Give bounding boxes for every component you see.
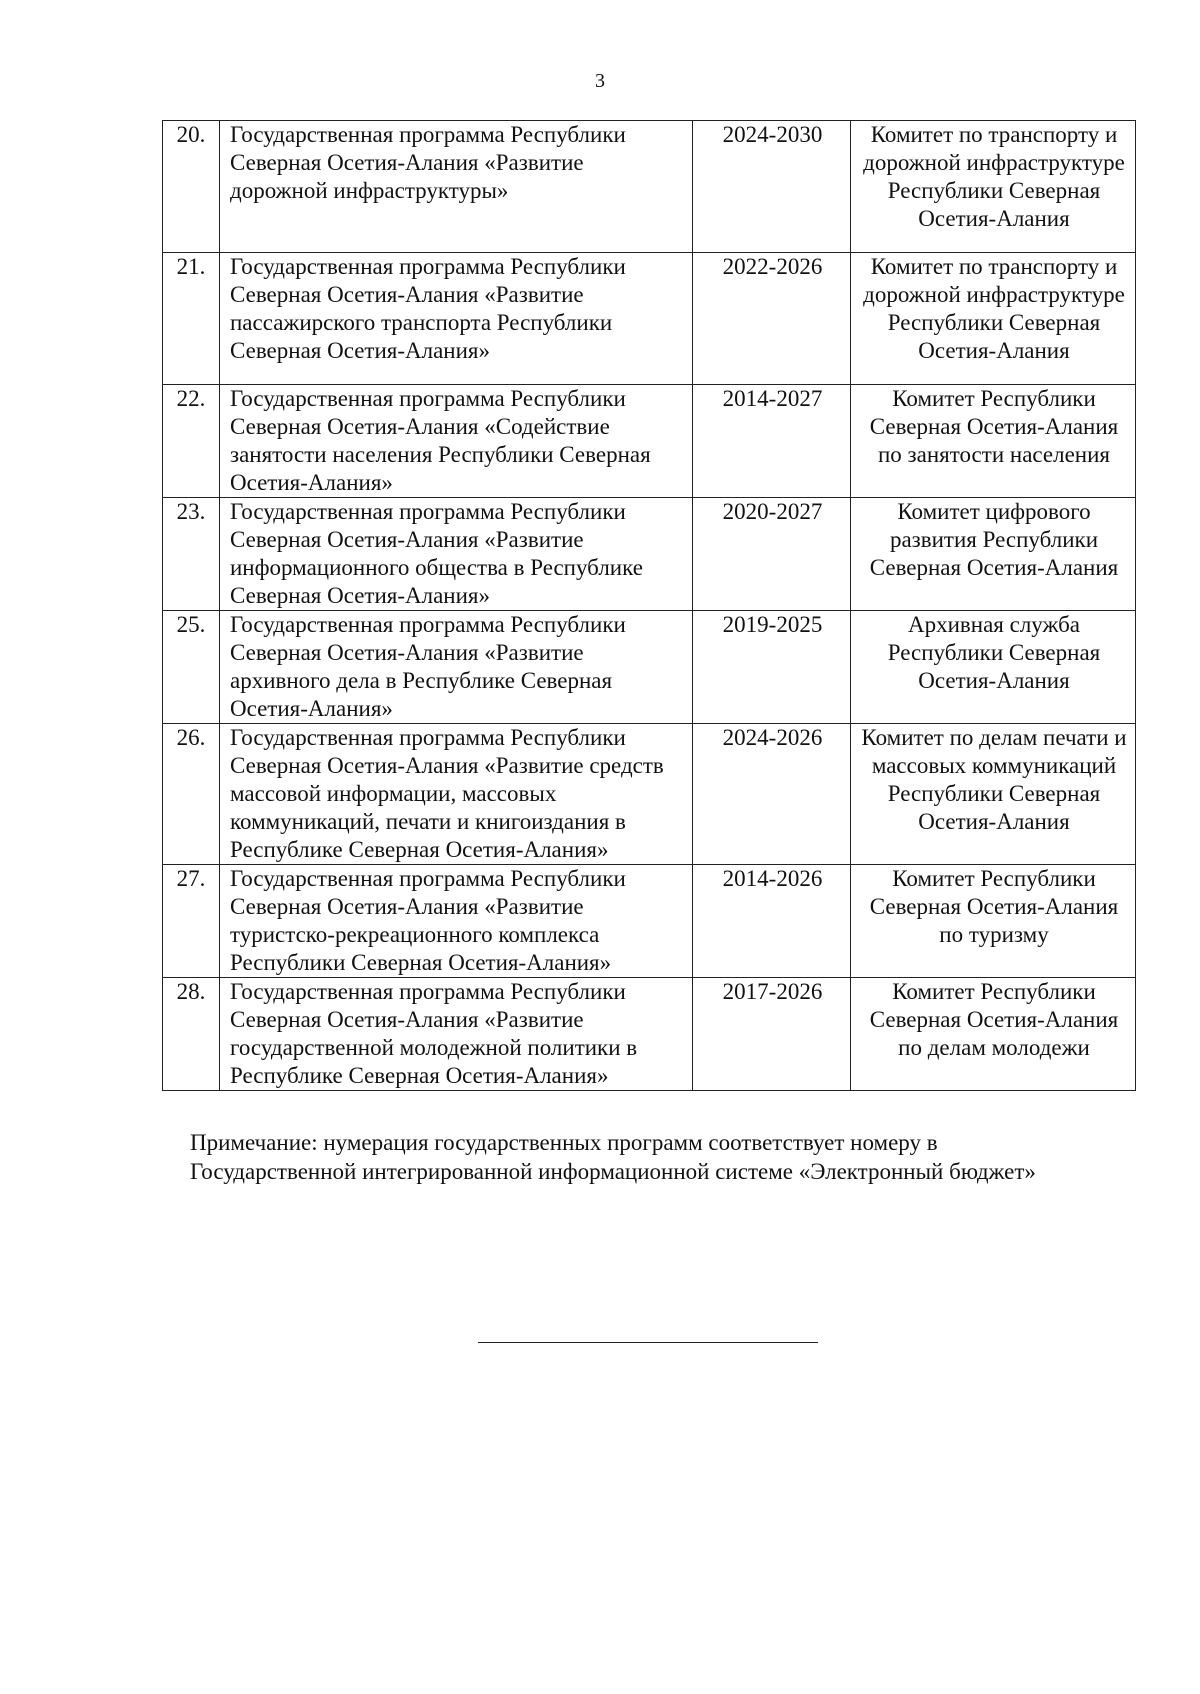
program-name: Государственная программа Республики Северная Осетия-Алания «Развитие пассажирского транспорта Республики Северная Осетия-Алания» [220,253,693,385]
program-period: 2014-2026 [693,865,851,978]
program-executor: Комитет цифрового развития Республики Северная Осетия-Алания [851,498,1136,611]
page-number: 3 [595,70,605,92]
table-row [163,978,1136,1091]
program-name: Государственная программа Республики Северная Осетия-Алания «Развитие архивного дела в Республике Северная Осетия-Алания» [220,611,693,724]
row-number: 28. [163,978,220,1091]
closing-rule [478,1342,818,1343]
table-row [163,865,1136,978]
program-executor: Комитет по делам печати и массовых коммуникаций Республики Северная Осетия-Алания [851,724,1136,865]
row-number: 26. [163,724,220,865]
row-number: 25. [163,611,220,724]
program-period: 2022-2026 [693,253,851,385]
program-executor: Архивная служба Республики Северная Осетия-Алания [851,611,1136,724]
row-number: 23. [163,498,220,611]
table-row [163,498,1136,611]
program-period: 2014-2027 [693,385,851,498]
footnote: Примечание: нумерация государственных программ соответствует номеру в Государственной интегрированной информационной системе «Электронный бюджет» [190,1130,1036,1184]
program-executor: Комитет по транспорту и дорожной инфраструктуре Республики Северная Осетия-Алания [851,121,1136,253]
program-period: 2024-2026 [693,724,851,865]
table-row [163,253,1136,385]
row-number: 27. [163,865,220,978]
table-row [163,121,1136,253]
row-number: 21. [163,253,220,385]
program-name: Государственная программа Республики Северная Осетия-Алания «Содействие занятости населения Республики Северная Осетия-Алания» [220,385,693,498]
program-period: 2020-2027 [693,498,851,611]
table-row [163,385,1136,498]
row-number: 20. [163,121,220,253]
program-name: Государственная программа Республики Северная Осетия-Алания «Развитие государственной молодежной политики в Республике Северная Осетия-Алания» [220,978,693,1091]
program-name: Государственная программа Республики Северная Осетия-Алания «Развитие средств массовой информации, массовых коммуникаций, печати и книгоиздания в Республике Северная Осетия-Алания» [220,724,693,865]
program-executor: Комитет Республики Северная Осетия-Алания по туризму [851,865,1136,978]
program-executor: Комитет Республики Северная Осетия-Алания по занятости населения [851,385,1136,498]
programs-table [162,120,1136,1091]
program-executor: Комитет по транспорту и дорожной инфраструктуре Республики Северная Осетия-Алания [851,253,1136,385]
table-row [163,611,1136,724]
program-executor: Комитет Республики Северная Осетия-Алания по делам молодежи [851,978,1136,1091]
program-name: Государственная программа Республики Северная Осетия-Алания «Развитие туристско-рекреационного комплекса Республики Северная Осетия-Алания» [220,865,693,978]
program-period: 2024-2030 [693,121,851,253]
program-name: Государственная программа Республики Северная Осетия-Алания «Развитие дорожной инфраструктуры» [220,121,693,253]
table-row [163,724,1136,865]
program-period: 2019-2025 [693,611,851,724]
program-name: Государственная программа Республики Северная Осетия-Алания «Развитие информационного общества в Республике Северная Осетия-Алания» [220,498,693,611]
row-number: 22. [163,385,220,498]
program-period: 2017-2026 [693,978,851,1091]
